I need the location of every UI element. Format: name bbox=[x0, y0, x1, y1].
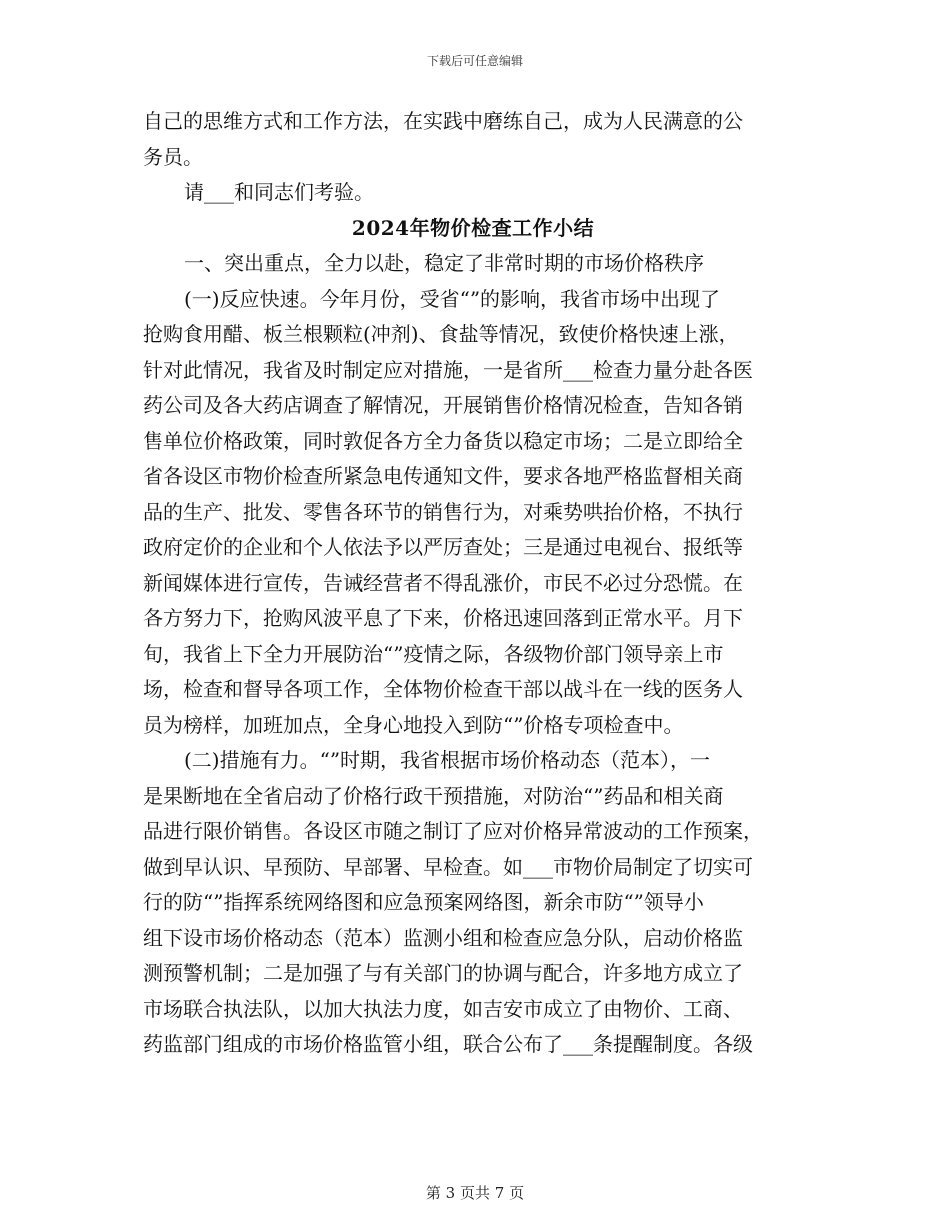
text-line: 品的生产、批发、零售各环节的销售行为，对乘势哄抬价格，不执行 bbox=[143, 499, 743, 524]
text-line: 旬，我省上下全力开展防治“”疫情之际，各级物价部门领导亲上市 bbox=[143, 641, 724, 666]
text-line: (二)措施有力。“”时期，我省根据市场价格动态（范本），一 bbox=[184, 748, 711, 772]
text-line: 省各设区市物价检查所紧急电传通知文件，要求各地严格监督相关商 bbox=[143, 464, 743, 488]
text-line: 政府定价的企业和个人依法予以严厉查处；三是通过电视台、报纸等 bbox=[143, 535, 743, 559]
page-header: 下载后可任意编辑 bbox=[426, 54, 523, 68]
page-footer: 第 3 页共 7 页 bbox=[425, 1184, 525, 1202]
text-line: 市场联合执法队，以加大执法力度，如吉安市成立了由物价、工商、 bbox=[143, 996, 743, 1021]
text-line: 新闻媒体进行宣传，告诫经营者不得乱涨价，市民不必过分恐慌。在 bbox=[143, 570, 743, 595]
text-line: 是果断地在全省启动了价格行政干预措施，对防治“”药品和相关商 bbox=[143, 783, 724, 808]
text-line: 药监部门组成的市场价格监管小组，联合公布了___条提醒制度。各级 bbox=[143, 1032, 753, 1056]
text-line: 组下设市场价格动态（范本）监测小组和检查应急分队，启动价格监 bbox=[143, 925, 743, 950]
text-line: 测预警机制；二是加强了与有关部门的协调与配合，许多地方成立了 bbox=[143, 961, 743, 985]
text-line: 员为榜样，加班加点，全身心地投入到防“”价格专项检查中。 bbox=[143, 712, 684, 737]
document-body bbox=[143, 104, 803, 1063]
text-line: (一)反应快速。今年月份，受省“”的影响，我省市场中出现了 bbox=[184, 286, 721, 311]
text-line: 品进行限价销售。各设区市随之制订了应对价格异常波动的工作预案， bbox=[143, 819, 763, 843]
text-line: 请___和同志们考验。 bbox=[184, 180, 374, 204]
text-line: 场，检查和督导各项工作，全体物价检查干部以战斗在一线的医务人 bbox=[143, 677, 743, 701]
text-line: 做到早认识、早预防、早部署、早检查。如___市物价局制定了切实可 bbox=[143, 854, 753, 879]
text-line: 务员。 bbox=[143, 144, 203, 169]
text-line: 自己的思维方式和工作方法，在实践中磨练自己，成为人民满意的公 bbox=[143, 109, 743, 133]
section-title: 2024年物价检查工作小结 bbox=[351, 215, 595, 240]
text-line: 针对此情况，我省及时制定应对措施，一是省所___检查力量分赴各医 bbox=[143, 357, 753, 382]
text-line: 各方努力下，抢购风波平息了下来，价格迅速回落到正常水平。月下 bbox=[143, 606, 743, 630]
text-line: 抢购食用醋、板兰根颗粒(冲剂)、食盐等情况，致使价格快速上涨， bbox=[143, 322, 739, 346]
text-line: 一、突出重点，全力以赴，稳定了非常时期的市场价格秩序 bbox=[184, 251, 704, 275]
text-line: 药公司及各大药店调查了解情况，开展销售价格情况检查，告知各销 bbox=[143, 393, 743, 417]
text-line: 行的防“”指挥系统网络图和应急预案网络图，新余市防“”领导小 bbox=[143, 890, 704, 914]
text-line: 售单位价格政策，同时敦促各方全力备货以稳定市场；二是立即给全 bbox=[143, 428, 743, 453]
